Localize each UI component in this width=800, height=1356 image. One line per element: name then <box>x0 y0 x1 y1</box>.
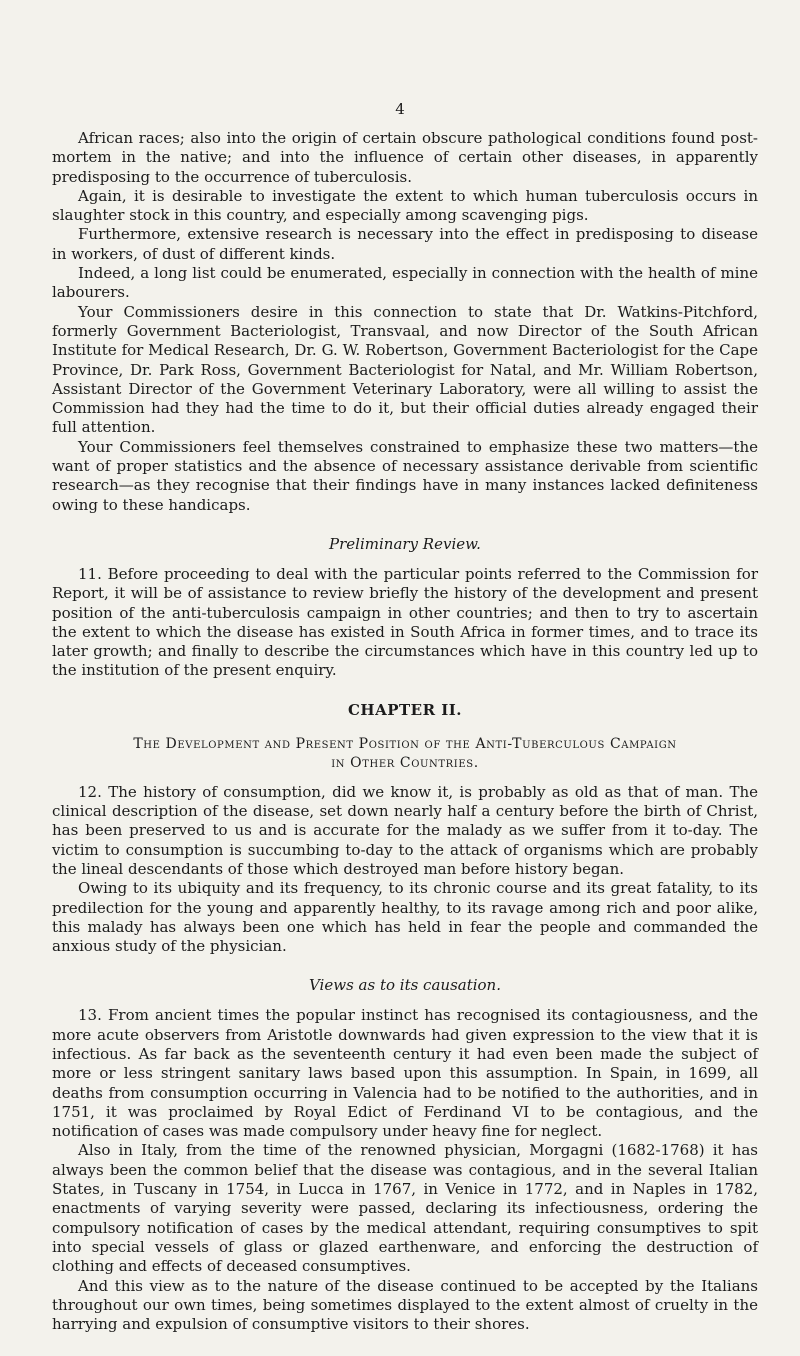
page-number: 4 <box>395 100 405 118</box>
paragraph: Also in Italy, from the time of the renowned physician, Morgagni (1682-1768) it has always been the common belief that the disease was contagious, and in the several Italian States, in Tuscany in 1754, in Lucca in 1767, in Venice in 1772, and in Naples in 1782, enactments of varying severity were passed, declaring its infectiousness, ordering the compulsory notification of cases by the medical attendant, requiring consumptives to spit into special vessels of glass or glazed earthenware, and enforcing the destruction of clothing and effects of deceased consumptives. <box>52 1141 758 1276</box>
paragraph: Your Commissioners desire in this connection to state that Dr. Watkins-Pitchford, formerly Government Bacteriologist, Transvaal, and now Director of the South African Institute for Medical Research, Dr. G. W. Robertson, Government Bacteriologist for the Cape Province, Dr. Park Ross, Government Bacteriologist for Natal, and Mr. William Robertson, Assistant Director of the Government Veterinary Laboratory, were all willing to assist the Commission had they had the time to do it, but their official duties already engaged their full attention. <box>52 302 758 437</box>
paragraph: Owing to its ubiquity and its frequency, to its chronic course and its great fatality, to its predilection for the young and apparently healthy, to its ravage among rich and poor alike, this malady has always been one which has held in fear the people and commanded the anxious study of the physician. <box>52 879 758 956</box>
paragraph: Indeed, a long list could be enumerated, especially in connection with the health of mine labourers. <box>52 264 758 302</box>
paragraph: 13. From ancient times the popular instinct has recognised its contagiousness, and the more acute observers from Aristotle downwards had given expression to the view that it is infectious. As far back as the seventeenth century it had even been made the subject of more or less stringent sanitary laws based upon this assumption. In Spain, in 1699, all deaths from consumption occurring in Valencia had to be notified to the authorities, and in 1751, it was proclaimed by Royal Edict of Ferdinand VI to be contagious, and the notification of cases was made compulsory under heavy fine for neglect. <box>52 1006 758 1141</box>
section-heading: Preliminary Review. <box>329 534 481 553</box>
chapter-title <box>52 735 758 773</box>
intro-section <box>52 129 758 515</box>
preliminary-review-section <box>52 535 758 681</box>
chapter-title-line: The Development and Present Position of the Anti-Tuberculous Campaign <box>133 735 677 752</box>
views-section <box>52 976 758 1334</box>
chapter-section <box>52 701 758 957</box>
chapter-heading: CHAPTER II. <box>347 700 463 719</box>
paragraph: And this view as to the nature of the disease continued to be accepted by the Italians throughout our own times, being sometimes displayed to the extent almost of cruelty in the harrying and expulsion of consumptive visitors to their shores. <box>52 1276 758 1334</box>
section-heading: Views as to its causation. <box>308 976 501 995</box>
paragraph: Again, it is desirable to investigate the extent to which human tuberculosis occurs in slaughter stock in this country, and especially among scavenging pigs. <box>52 186 758 225</box>
page-body <box>52 129 758 1334</box>
paragraph: Furthermore, extensive research is necessary into the effect in predisposing to disease in workers, of dust of different kinds. <box>52 225 758 263</box>
chapter-title-line: in Other Countries. <box>331 754 479 771</box>
paragraph: Your Commissioners feel themselves constrained to emphasize these two matters—the want of proper statistics and the absence of necessary assistance derivable from scientific research—as they recognise that their findings have in many instances lacked definiteness owing to these handicaps. <box>52 437 758 514</box>
paragraph: 12. The history of consumption, did we know it, is probably as old as that of man. The clinical description of the disease, set down nearly half a century before the birth of Christ, has been preserved to us and is accurate for the malady as we suffer from it to-day. The victim to consumption is succumbing to-day to the attack of organisms which are probably the lineal descendants of those which destroyed man before history began. <box>52 782 758 878</box>
paragraph: African races; also into the origin of certain obscure pathological conditions found post-mortem in the native; and into the influence of certain other diseases, in apparently predisposing to the occurrence of tuberculosis. <box>52 129 758 186</box>
paragraph: 11. Before proceeding to deal with the particular points referred to the Commission for Report, it will be of assistance to review briefly the history of the development and present position of the anti-tuberculosis campaign in other countries; and then to try to ascertain the extent to which the disease has existed in South Africa in former times, and to trace its later growth; and finally to describe the circumstances which have in this country led up to the institution of the present enquiry. <box>52 564 758 680</box>
